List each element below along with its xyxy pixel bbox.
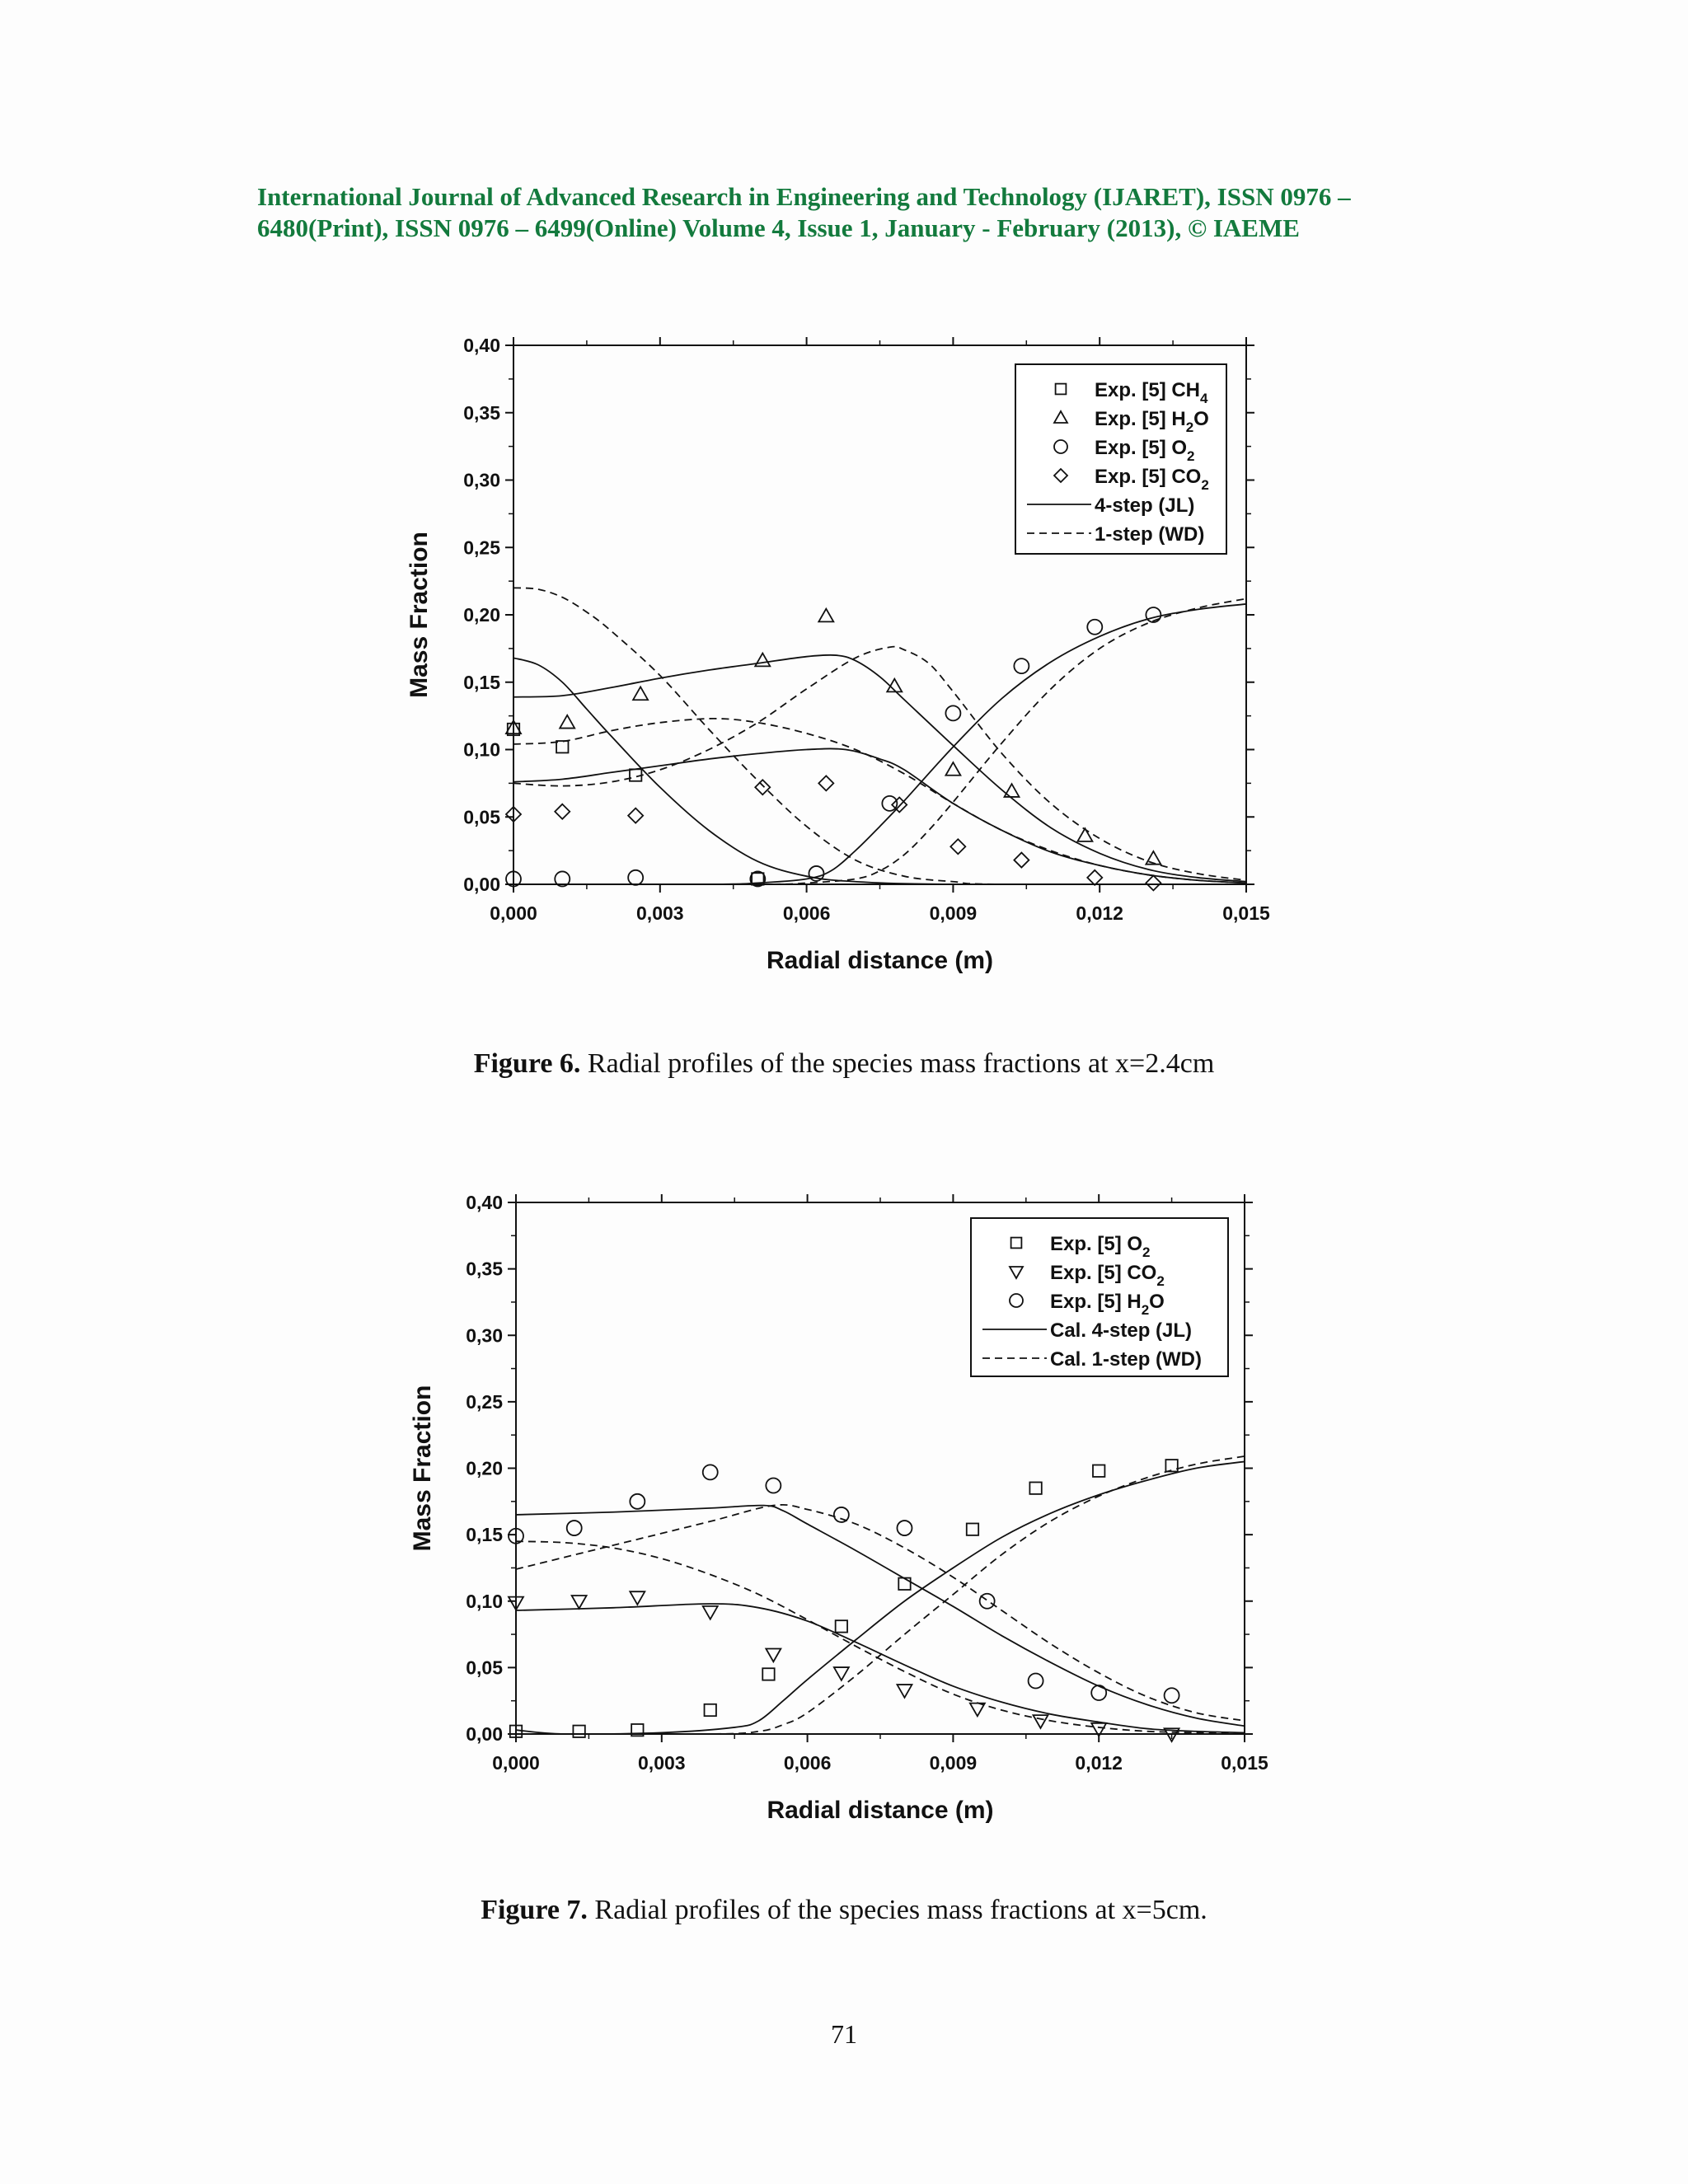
fig7-point-exp-5-h2o bbox=[703, 1465, 718, 1479]
fig6-legend-label-main: Exp. [5] O bbox=[1095, 437, 1188, 459]
fig7-point-exp-5-h2o bbox=[897, 1521, 912, 1535]
fig7-y-tick-label: 0,30 bbox=[466, 1324, 503, 1347]
fig6-legend-label-subscript: 2 bbox=[1185, 419, 1194, 435]
fig7-point-exp-5-co2 bbox=[897, 1685, 912, 1698]
fig6-point-exp-5-o2 bbox=[1087, 620, 1102, 635]
fig6-legend-label-subscript: 2 bbox=[1201, 477, 1209, 493]
fig6-x-tick-label: 0,000 bbox=[490, 902, 537, 924]
fig6-legend-label-subscript: 4 bbox=[1200, 391, 1208, 406]
fig7-y-tick-label: 0,35 bbox=[466, 1258, 503, 1280]
fig7-point-exp-5-h2o bbox=[1165, 1688, 1179, 1703]
figure-7-plot bbox=[0, 1187, 1688, 1846]
fig6-y-tick-label: 0,35 bbox=[463, 401, 500, 424]
fig6-y-tick-label: 0,10 bbox=[463, 738, 500, 761]
fig7-point-exp-5-co2 bbox=[703, 1606, 718, 1619]
fig7-x-tick-label: 0,003 bbox=[638, 1752, 686, 1774]
fig6-legend-label bbox=[1095, 494, 1194, 517]
fig7-point-exp-5-h2o bbox=[834, 1507, 849, 1522]
fig7-y-axis-title: Mass Fraction bbox=[409, 1385, 436, 1552]
fig6-y-axis-title: Mass Fraction bbox=[406, 532, 433, 698]
fig7-y-tick-label: 0,10 bbox=[466, 1590, 503, 1612]
fig7-point-exp-5-h2o bbox=[630, 1494, 645, 1509]
fig7-point-exp-5-co2 bbox=[766, 1649, 781, 1662]
fig6-y-tick-label: 0,25 bbox=[463, 537, 500, 559]
fig6-curve-1-step-wd-co2 bbox=[513, 719, 1246, 883]
fig6-point-exp-5-co2 bbox=[950, 839, 965, 854]
fig6-point-exp-5-o2 bbox=[945, 705, 960, 720]
fig6-x-tick-label: 0,009 bbox=[929, 902, 978, 924]
fig7-point-exp-5-co2 bbox=[572, 1596, 587, 1609]
fig6-legend-label-main: Exp. [5] H bbox=[1095, 408, 1186, 430]
journal-header bbox=[257, 181, 1452, 244]
fig7-x-tick-label: 0,009 bbox=[929, 1752, 978, 1774]
journal-header-line-2: 6480(Print), ISSN 0976 – 6499(Online) Volume 4, Issue 1, January - February (2013), © IAEME bbox=[257, 213, 1300, 242]
fig7-legend-label-main: Exp. [5] H bbox=[1050, 1291, 1142, 1313]
fig6-legend-label-main: 1-step (WD) bbox=[1095, 523, 1205, 546]
fig6-point-exp-5-h2o bbox=[945, 762, 960, 776]
fig6-y-tick-label: 0,00 bbox=[463, 874, 500, 895]
fig7-y-tick-label: 0,20 bbox=[466, 1457, 503, 1479]
fig6-point-exp-5-h2o bbox=[818, 609, 833, 622]
figure-7-chart bbox=[0, 1187, 1688, 1846]
fig6-curve-1-step-wd-h2o bbox=[513, 647, 1246, 880]
fig7-x-tick-label: 0,000 bbox=[492, 1752, 540, 1774]
fig7-curve-cal-4-step-jl-h2o bbox=[516, 1506, 1245, 1727]
figure-7-caption-text: Radial profiles of the species mass fractions at x=5cm. bbox=[587, 1895, 1207, 1925]
fig6-y-tick-label: 0,15 bbox=[463, 671, 500, 693]
fig7-legend-label-main: Cal. 1-step (WD) bbox=[1050, 1348, 1203, 1371]
fig7-legend-label-main: Cal. 4-step (JL) bbox=[1050, 1319, 1193, 1342]
fig7-curve-cal-1-step-wd-h2o bbox=[516, 1505, 1245, 1721]
fig7-point-exp-5-co2 bbox=[1033, 1715, 1048, 1728]
fig7-point-exp-5-h2o bbox=[980, 1594, 995, 1609]
figure-6-caption bbox=[0, 1048, 1688, 1080]
fig6-curve-4-step-jl-o2 bbox=[513, 604, 1246, 884]
fig6-point-exp-5-o2 bbox=[628, 870, 643, 885]
figure-6-plot bbox=[0, 330, 1688, 989]
fig7-curve-cal-1-step-wd-co2 bbox=[516, 1541, 1245, 1734]
fig7-y-tick-label: 0,05 bbox=[466, 1657, 503, 1679]
fig7-point-exp-5-co2 bbox=[630, 1591, 645, 1605]
fig6-point-exp-5-o2 bbox=[1014, 658, 1029, 673]
fig6-legend-label-main: Exp. [5] CO bbox=[1095, 466, 1202, 488]
fig7-curve-cal-1-step-wd-o2 bbox=[516, 1456, 1245, 1734]
fig7-legend-label-main: Exp. [5] CO bbox=[1050, 1262, 1157, 1284]
fig7-point-exp-5-co2 bbox=[834, 1667, 849, 1680]
fig6-point-exp-5-h2o bbox=[560, 715, 574, 729]
fig7-point-exp-5-o2 bbox=[967, 1523, 978, 1535]
fig7-point-exp-5-h2o bbox=[766, 1478, 781, 1493]
figure-7-caption-label: Figure 7. bbox=[481, 1895, 588, 1925]
fig6-point-exp-5-co2 bbox=[755, 780, 770, 794]
figure-6-chart bbox=[0, 330, 1688, 989]
figure-6-caption-text: Radial profiles of the species mass fractions at x=2.4cm bbox=[580, 1048, 1215, 1079]
fig7-point-exp-5-o2 bbox=[573, 1726, 584, 1737]
fig6-legend-label-main: Exp. [5] CH bbox=[1095, 379, 1201, 401]
fig7-model-curves bbox=[516, 1456, 1245, 1734]
fig7-point-exp-5-h2o bbox=[1029, 1674, 1043, 1689]
fig7-legend-label-subscript: 2 bbox=[1142, 1244, 1151, 1260]
fig6-legend-label bbox=[1095, 523, 1204, 546]
fig7-point-exp-5-o2 bbox=[1093, 1465, 1104, 1477]
fig6-point-exp-5-co2 bbox=[555, 804, 570, 819]
fig6-curve-4-step-jl-h2o bbox=[513, 655, 1246, 882]
fig6-point-exp-5-co2 bbox=[1014, 853, 1029, 868]
fig7-x-axis-title: Radial distance (m) bbox=[767, 1797, 994, 1824]
fig7-y-tick-label: 0,15 bbox=[466, 1524, 503, 1546]
fig7-x-tick-label: 0,012 bbox=[1075, 1752, 1123, 1774]
fig6-x-tick-label: 0,003 bbox=[636, 902, 684, 924]
fig6-point-exp-5-co2 bbox=[1146, 875, 1160, 890]
fig6-y-tick-label: 0,20 bbox=[463, 604, 500, 626]
fig6-x-axis-title: Radial distance (m) bbox=[766, 947, 994, 974]
fig6-x-tick-label: 0,012 bbox=[1076, 902, 1123, 924]
fig7-point-exp-5-o2 bbox=[836, 1620, 847, 1632]
fig7-point-exp-5-o2 bbox=[898, 1578, 910, 1590]
fig6-point-exp-5-o2 bbox=[1146, 607, 1160, 622]
fig7-legend-label bbox=[1050, 1319, 1192, 1342]
fig6-point-exp-5-h2o bbox=[633, 687, 648, 700]
fig6-x-tick-label: 0,006 bbox=[782, 902, 831, 924]
fig7-legend-label-subscript: 2 bbox=[1141, 1302, 1150, 1318]
fig6-curve-1-step-wd-ch4 bbox=[513, 588, 1246, 884]
fig7-point-exp-5-o2 bbox=[705, 1704, 716, 1716]
fig6-y-tick-label: 0,30 bbox=[463, 469, 500, 491]
fig7-legend-label bbox=[1050, 1348, 1202, 1371]
fig6-legend-label-main: 4-step (JL) bbox=[1095, 494, 1195, 517]
fig6-legend-label-subscript: 2 bbox=[1187, 448, 1195, 464]
fig7-y-tick-label: 0,00 bbox=[466, 1723, 503, 1745]
fig6-y-tick-label: 0,40 bbox=[463, 335, 500, 356]
fig7-point-exp-5-o2 bbox=[1165, 1460, 1177, 1471]
figure-7-caption bbox=[0, 1895, 1688, 1926]
fig7-point-exp-5-h2o bbox=[1091, 1685, 1106, 1700]
fig6-point-exp-5-co2 bbox=[628, 808, 643, 823]
fig6-model-curves bbox=[513, 588, 1246, 884]
fig6-point-exp-5-h2o bbox=[1077, 828, 1092, 841]
fig6-point-exp-5-co2 bbox=[818, 776, 833, 790]
fig7-x-tick-label: 0,015 bbox=[1221, 1752, 1268, 1774]
fig6-legend bbox=[1015, 364, 1226, 554]
fig7-point-exp-5-o2 bbox=[762, 1668, 774, 1680]
fig6-curve-4-step-jl-co2 bbox=[513, 748, 1246, 883]
fig7-curve-cal-4-step-jl-co2 bbox=[516, 1604, 1245, 1732]
page-number: 71 bbox=[831, 2019, 857, 2049]
fig6-point-exp-5-h2o bbox=[755, 654, 770, 667]
fig7-point-exp-5-o2 bbox=[1029, 1482, 1041, 1493]
fig6-point-exp-5-h2o bbox=[1005, 784, 1020, 797]
fig7-y-tick-label: 0,40 bbox=[466, 1192, 503, 1213]
fig7-curve-cal-4-step-jl-o2 bbox=[516, 1461, 1245, 1734]
fig7-y-tick-label: 0,25 bbox=[466, 1390, 503, 1413]
fig6-y-tick-label: 0,05 bbox=[463, 806, 500, 828]
fig7-point-exp-5-h2o bbox=[567, 1521, 582, 1535]
fig7-legend-label-main: Exp. [5] O bbox=[1050, 1233, 1143, 1255]
fig6-legend-label-suffix: O bbox=[1193, 408, 1209, 430]
fig7-x-tick-label: 0,006 bbox=[783, 1752, 832, 1774]
fig7-legend-label-suffix: O bbox=[1149, 1291, 1165, 1313]
fig7-legend bbox=[971, 1218, 1228, 1376]
figure-6-caption-label: Figure 6. bbox=[473, 1048, 581, 1079]
fig6-point-exp-5-co2 bbox=[1087, 870, 1102, 885]
journal-header-line-1: International Journal of Advanced Research in Engineering and Technology (IJARET), ISSN 0976 – bbox=[257, 182, 1351, 211]
fig6-x-tick-label: 0,015 bbox=[1222, 902, 1270, 924]
fig7-legend-label-subscript: 2 bbox=[1156, 1273, 1165, 1289]
